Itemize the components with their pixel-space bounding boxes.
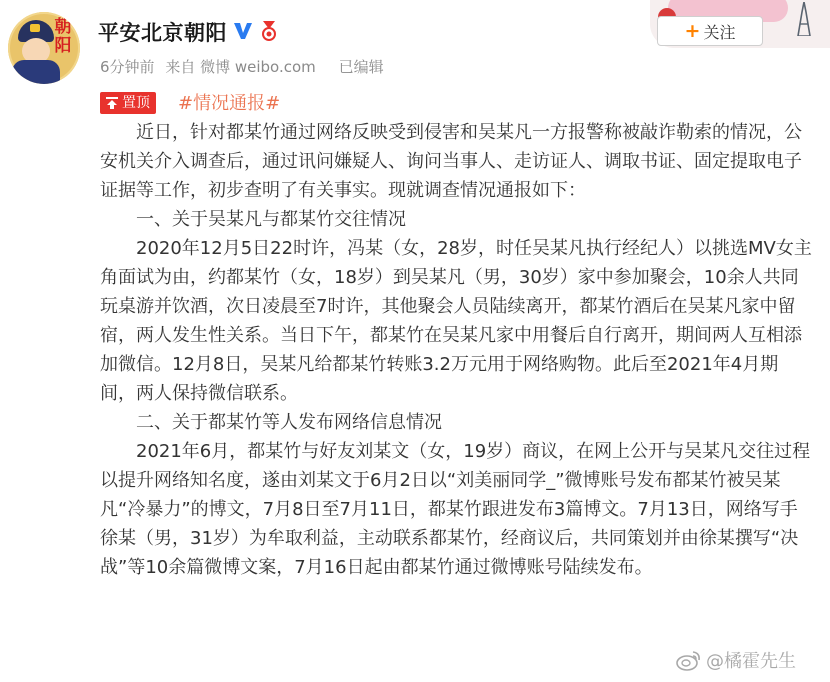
avatar-label: 朝阳 <box>54 17 72 56</box>
post-source: 来自 微博 weibo.com <box>165 58 316 76</box>
pinned-badge <box>100 92 156 114</box>
pinned-label: 置顶 <box>122 95 150 111</box>
section-heading-2: 二、关于都某竹等人发布网络信息情况 <box>136 412 442 433</box>
account-name[interactable]: 平安北京朝阳 <box>98 21 227 45</box>
watermark <box>676 647 796 673</box>
weibo-logo-icon <box>676 649 702 671</box>
verified-v-icon <box>232 20 254 42</box>
post-body <box>100 118 814 582</box>
medal-icon[interactable] <box>258 20 280 42</box>
follow-label: 关注 <box>703 22 736 42</box>
topic-hashtag-link[interactable]: #情况通报# <box>178 93 281 114</box>
watermark-text: @橘霍先生 <box>706 651 796 672</box>
avatar-cap-badge <box>30 24 40 32</box>
pin-icon <box>105 96 119 110</box>
avatar[interactable] <box>8 12 80 84</box>
tower-icon <box>794 2 814 36</box>
follow-button[interactable] <box>657 16 763 46</box>
plus-icon: + <box>684 19 701 42</box>
avatar-uniform <box>12 60 60 84</box>
edited-label[interactable]: 已编辑 <box>338 58 384 76</box>
post-meta <box>100 56 390 77</box>
post-time[interactable]: 6分钟前 <box>100 58 155 76</box>
paragraph-section-1: 2020年12月5日22时许，冯某（女，28岁，时任吴某凡执行经纪人）以挑选MV女主角面试为由，约都某竹（女，18岁）到吴某凡（男，30岁）家中参加聚会，10余人共同玩桌游并饮酒，次日凌晨至7时许，其他聚会人员陆续离开，都某竹酒后在吴某凡家中留宿，两人发生性关系。当日下午，都某竹在吴某凡家中用餐后自行离开，期间两人互相添加微信。12月8日，吴某凡给都某竹转账3.2万元用于网络购物。此后至2021年4月期间，两人保持微信联系。 <box>100 238 812 404</box>
section-heading-1: 一、关于吴某凡与都某竹交往情况 <box>136 209 406 230</box>
paragraph-section-2: 2021年6月，都某竹与好友刘某文（女，19岁）商议，在网上公开与吴某凡交往过程以提升网络知名度，遂由刘某文于6月2日以“刘美丽同学_”微博账号发布都某竹被吴某凡“冷暴力”的博文，7月8日至7月11日，都某竹跟进发布3篇博文。7月13日，网络写手徐某（男，31岁）为牟取利益，主动联系都某竹，经商议后，共同策划并由徐某撰写“决战”等10余篇微博文案，7月16日起由都某竹通过微博账号陆续发布。 <box>100 441 811 578</box>
paragraph-intro: 近日，针对都某竹通过网络反映受到侵害和吴某凡一方报警称被敲诈勒索的情况，公安机关介入调查后，通过讯问嫌疑人、询问当事人、走访证人、调取书证、固定提取电子证据等工作，初步查明了有关事实。现就调查情况通报如下： <box>100 122 802 201</box>
